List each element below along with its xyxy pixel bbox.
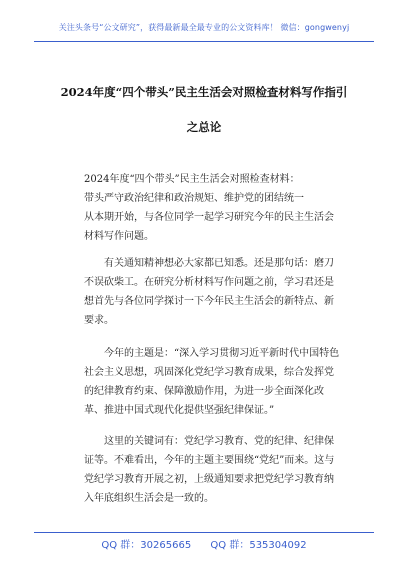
footer-qq-group-1: QQ 群：30265665 [101,540,192,551]
paragraph-body-1: 从本期开始，与各位同学一起学习研究今年的民主生活会材料写作问题。 [84,212,334,242]
footer-divider [34,532,374,533]
document-subtitle: 之总论 [186,120,222,134]
header-banner: 关注头条号“公文研究”，获得最新最全最专业的公文资料库！ 微信：gongwenyj [58,23,350,32]
paragraph-intro-1: 2024年度“四个带头”民主生活会对照检查材料： [84,174,300,185]
paragraph-body-3: 今年的主题是：“深入学习贯彻习近平新时代中国特色社会主义思想，巩固深化党纪学习教育成果，综合发挥党的纪律教育约束、保障激励作用，为进一步全面深化改革、推进中国式现代化提供坚强纪律保证。” [84,348,340,416]
footer-qq-group-2: QQ 群：535304092 [210,540,307,551]
paragraph-body-2: 有关通知精神想必大家都已知悉。还是那句话：磨刀不误砍柴工。在研究分析材料写作问题之前，学习君还是想首先与各位同学探讨一下今年民主生活会的新特点、新要求。 [84,258,334,326]
header-divider [34,41,374,42]
paragraph-body-4: 这里的关键词有：党纪学习教育、党的纪律、纪律保证等。不难看出，今年的主题主要围绕“党纪”而来。这与党纪学习教育开展之初，上级通知要求把党纪学习教育纳入年底组织生活会是一致的。 [84,436,335,504]
paragraph-intro-2: 带头严守政治纪律和政治规矩、维护党的团结统一 [84,193,304,204]
footer [0,536,408,551]
document-title: 2024年度“四个带头”民主生活会对照检查材料写作指引 [60,85,348,99]
